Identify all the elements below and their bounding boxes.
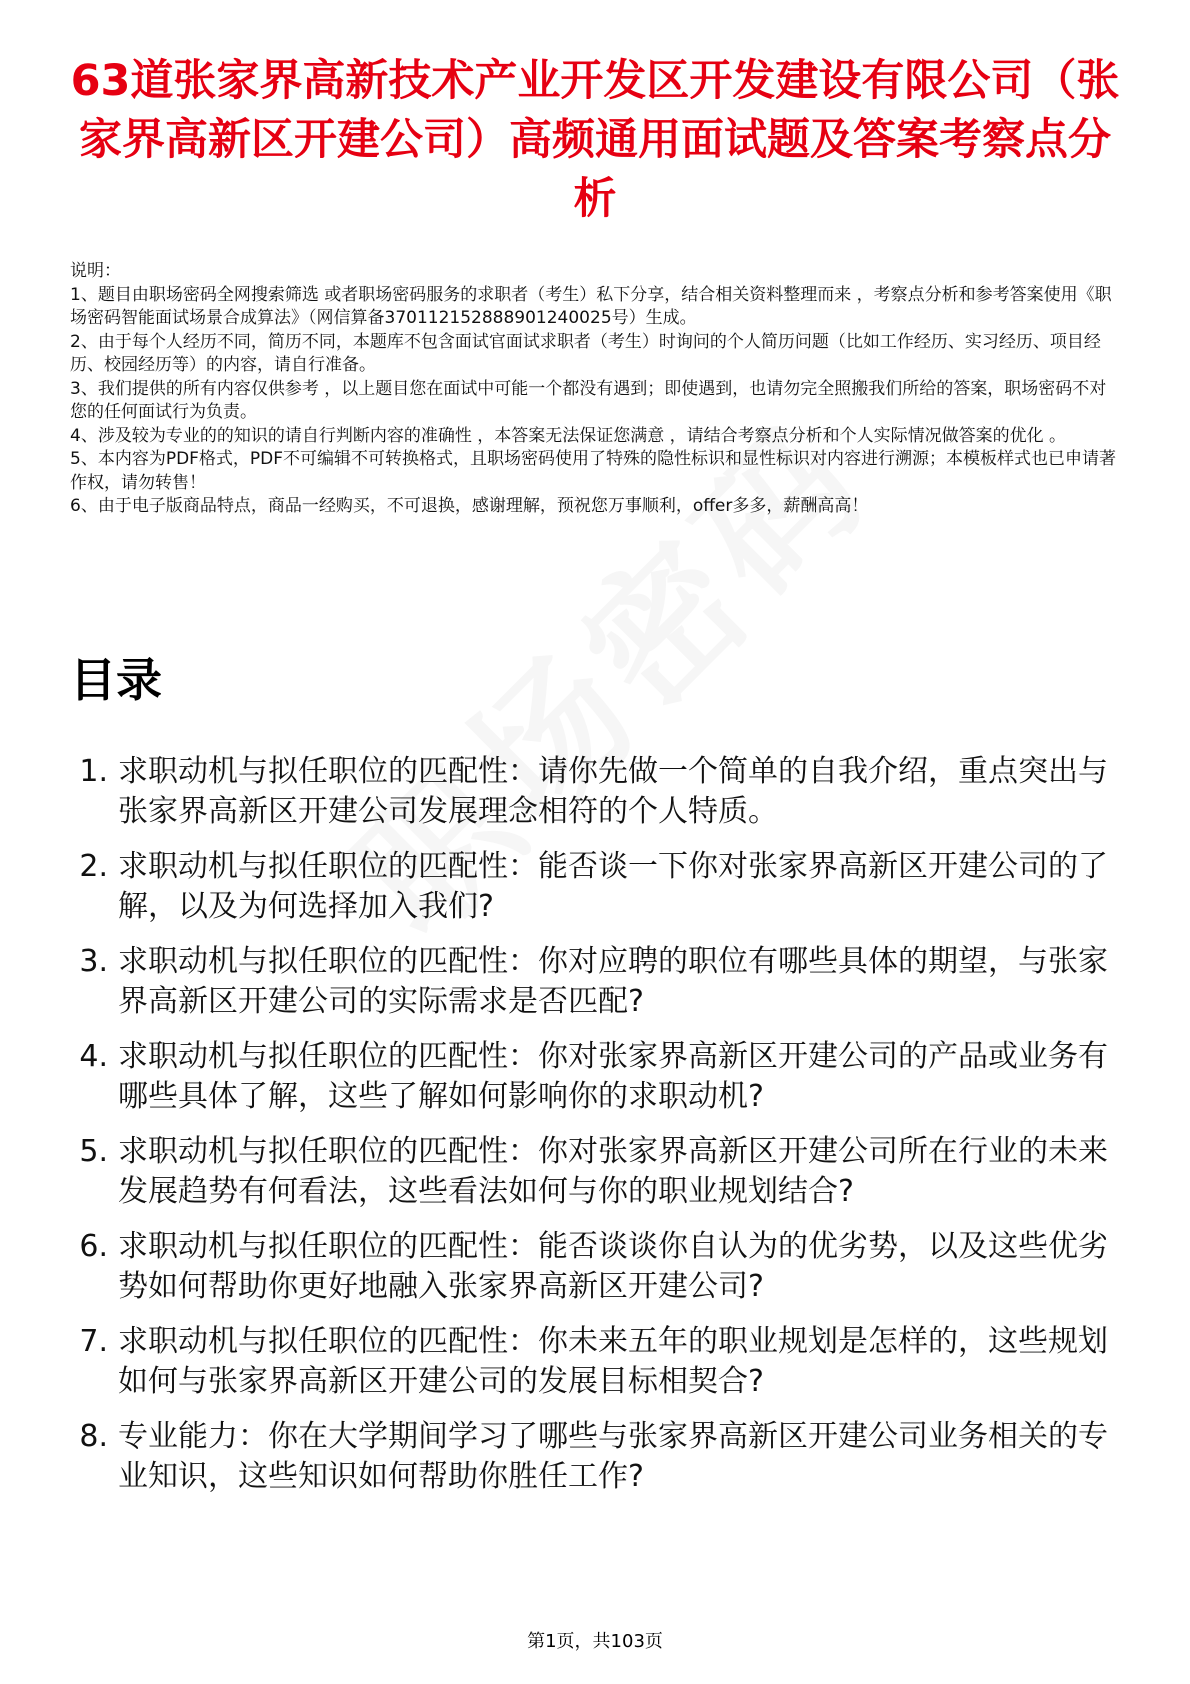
toc-item-text[interactable]: 求职动机与拟任职位的匹配性：你对张家界高新区开建公司的产品或业务有哪些具体了解，这些了解如何影响你的求职动机? — [118, 1039, 1108, 1114]
note-item: 4、涉及较为专业的的知识的请自行判断内容的准确性 ，本答案无法保证您满意 ，请结合考察点分析和个人实际情况做答案的优化 。 — [70, 425, 1067, 446]
toc-item-number: 1. — [79, 754, 108, 789]
toc-item[interactable] — [70, 1322, 1130, 1402]
toc-item-number: 8. — [79, 1419, 108, 1454]
toc-item-text[interactable]: 专业能力：你在大学期间学习了哪些与张家界高新区开建公司业务相关的专业知识，这些知识如何帮助你胜任工作? — [118, 1419, 1108, 1494]
toc-item-number: 2. — [79, 849, 108, 884]
table-of-contents — [70, 752, 1130, 1512]
toc-item[interactable] — [70, 942, 1130, 1022]
page-number: 第1页，共103页 — [527, 1631, 663, 1652]
toc-item[interactable] — [70, 1037, 1130, 1117]
notes-heading: 说明： — [70, 261, 121, 281]
toc-item-number: 6. — [79, 1229, 108, 1264]
toc-item-number: 3. — [79, 944, 108, 979]
document-title: 63道张家界高新技术产业开发区开发建设有限公司（张家界高新区开建公司）高频通用面试题及答案考察点分析 — [70, 56, 1120, 224]
toc-item-text[interactable]: 求职动机与拟任职位的匹配性：你对应聘的职位有哪些具体的期望，与张家界高新区开建公司的实际需求是否匹配? — [118, 944, 1108, 1019]
note-item: 6、由于电子版商品特点，商品一经购买，不可退换，感谢理解，预祝您万事顺利，offer多多，薪酬高高！ — [70, 496, 869, 516]
toc-item[interactable] — [70, 847, 1130, 927]
note-item: 3、我们提供的所有内容仅供参考 ，以上题目您在面试中可能一个都没有遇到；即使遇到，也请勿完全照搬我们所给的答案，职场密码不对您的任何面试行为负责。 — [70, 378, 1107, 422]
toc-item-text[interactable]: 求职动机与拟任职位的匹配性：能否谈谈你自认为的优劣势，以及这些优劣势如何帮助你更好地融入张家界高新区开建公司? — [118, 1229, 1108, 1304]
toc-item-number: 4. — [79, 1039, 108, 1074]
note-item: 2、由于每个人经历不同，简历不同，本题库不包含面试官面试求职者（考生）时询问的个人简历问题（比如工作经历、实习经历、项目经历、校园经历等）的内容，请自行准备。 — [70, 331, 1101, 375]
toc-item[interactable] — [70, 752, 1130, 832]
toc-item-text[interactable]: 求职动机与拟任职位的匹配性：能否谈一下你对张家界高新区开建公司的了解，以及为何选择加入我们? — [118, 849, 1108, 924]
note-item: 5、本内容为PDF格式，PDF不可编辑不可转换格式，且职场密码使用了特殊的隐性标识和显性标识对内容进行溯源；本模板样式也已申请著作权，请勿转售！ — [70, 449, 1117, 493]
toc-item-text[interactable]: 求职动机与拟任职位的匹配性：你未来五年的职业规划是怎样的，这些规划如何与张家界高新区开建公司的发展目标相契合? — [118, 1324, 1108, 1399]
toc-item[interactable] — [70, 1132, 1130, 1212]
toc-item-number: 5. — [79, 1134, 108, 1169]
toc-item-number: 7. — [79, 1324, 108, 1359]
toc-item-text[interactable]: 求职动机与拟任职位的匹配性：请你先做一个简单的自我介绍，重点突出与张家界高新区开建公司发展理念相符的个人特质。 — [118, 754, 1108, 829]
toc-item-text[interactable]: 求职动机与拟任职位的匹配性：你对张家界高新区开建公司所在行业的未来发展趋势有何看法，这些看法如何与你的职业规划结合? — [118, 1134, 1108, 1209]
toc-item[interactable] — [70, 1227, 1130, 1307]
toc-item[interactable] — [70, 1417, 1130, 1497]
toc-heading: 目录 — [70, 653, 162, 707]
notes-section — [70, 260, 1120, 519]
note-item: 1、题目由职场密码全网搜索筛选 或者职场密码服务的求职者（考生）私下分享，结合相关资料整理而来 ，考察点分析和参考答案使用《职场密码智能面试场景合成算法》（网信算备370112152888901240025号）生成。 — [70, 284, 1112, 328]
